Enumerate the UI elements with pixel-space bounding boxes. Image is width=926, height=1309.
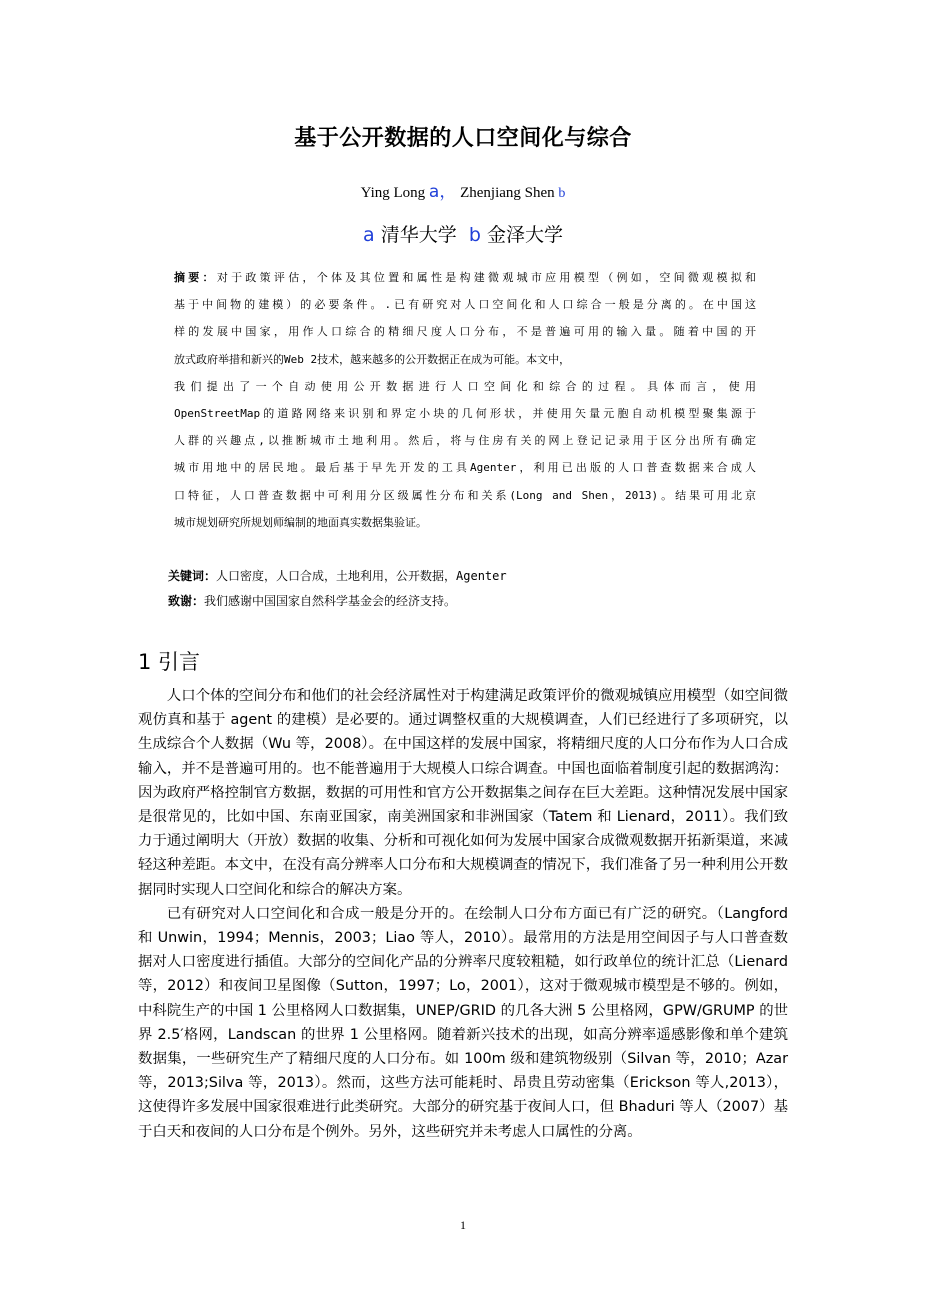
author-line: [0, 177, 926, 202]
acknowledgement-label: 致谢：: [168, 594, 205, 608]
abstract-line-3: 样的发展中国家，用作人口综合的精细尺度人口分布，不是普遍可用的输入量。随着中国的开: [174, 325, 756, 339]
acknowledgement-text: 我们感谢中国国家自然科学基金会的经济支持。: [204, 594, 457, 608]
abstract-line-5: 我们提出了一个自动使用公开数据进行人口空间化和综合的过程。具体而言，使用: [174, 379, 756, 393]
abstract-line-10: 城市规划研究所规划师编制的地面真实数据集验证。: [174, 515, 427, 529]
abstract-line-4: 放式政府举措和新兴的Web 2技术，越来越多的公开数据正在成为可能。本文中，: [174, 352, 571, 366]
affiliation-a-name: 清华大学: [380, 224, 457, 246]
section-body: [138, 684, 788, 1144]
abstract-line-7: 人群的兴趣点,以推断城市土地利用。然后，将与住房有关的网上登记记录用于区分出所有确定: [174, 434, 756, 448]
affiliation-a-mark: a: [363, 224, 375, 246]
author-1-affiliation-mark: a，: [428, 182, 457, 202]
page-number: 1: [460, 1218, 466, 1232]
section-heading: 1 引言: [138, 650, 201, 674]
paper-title: 基于公开数据的人口空间化与综合: [294, 126, 632, 151]
abstract-line-2: 基于中间物的建模）的必要条件。.已有研究对人口空间化和人口综合一般是分离的。在中国这: [174, 298, 756, 312]
author-2-affiliation-mark: b: [558, 186, 566, 201]
abstract-text: 对于政策评估，个体及其位置和属性是构建微观城市应用模型（例如，空间微观模拟和: [216, 271, 756, 284]
acknowledgement-line: [168, 592, 768, 609]
author-2-name: Zhenjiang Shen: [460, 185, 559, 201]
keywords-label: 关键词：: [168, 569, 217, 583]
abstract-line-9: 口特征，人口普查数据中可利用分区级属性分布和关系(Long and Shen，2013)。结果可用北京: [174, 488, 756, 502]
body-paragraph-1: 人口个体的空间分布和他们的社会经济属性对于构建满足政策评价的微观城镇应用模型（如空间微观仿真和基于 agent 的建模）是必要的。通过调整权重的大规模调查，人们已经进行了多项研究，以生成综合个人数据（Wu 等，2008）。在中国这样的发展中国家，将精细尺度的人口分布作为人口合成输入，并不是普遍可用的。也不能普遍用于大规模人口综合调查。中国也面临着制度引起的数据鸿沟：因为政府严格控制官方数据，数据的可用性和官方公开数据集之间存在巨大差距。这种情况发展中国家是很常见的，比如中国、东南亚国家，南美洲国家和非洲国家（Tatem 和 Lienard，2011）。我们致力于通过阐明大（开放）数据的收集、分析和可视化如何为发展中国家合成微观数据开拓新渠道，来减轻这种差距。本文中，在没有高分辨率人口分布和大规模调查的情况下，我们准备了另一种利用公开数据同时实现人口空间化和综合的解决方案。: [138, 688, 788, 898]
abstract-block: [174, 264, 756, 536]
keywords-line: [168, 567, 768, 584]
abstract-line-6: OpenStreetMap的道路网络来识别和界定小块的几何形状，并使用矢量元胞自动机模型聚集源于: [174, 406, 756, 420]
affiliation-b-mark: b: [468, 224, 481, 246]
keywords-text: 人口密度，人口合成，土地利用，公开数据，Agenter: [216, 569, 507, 583]
abstract-line-1: [174, 264, 756, 291]
abstract-line-8: 城市用地中的居民地。最后基于早先开发的工具Agenter，利用已出版的人口普查数据来合成人: [174, 461, 756, 475]
abstract-label: 摘要：: [174, 271, 217, 284]
body-paragraph-2: 已有研究对人口空间化和合成一般是分开的。在绘制人口分布方面已有广泛的研究。（Langford 和 Unwin，1994；Mennis，2003；Liao 等人，2010）。最常用的方法是用空间因子与人口普查数据对人口密度进行插值。大部分的空间化产品的分辨率尺度较粗糙，如行政单位的统计汇总（Lienard 等，2012）和夜间卫星图像（Sutton，1997；Lo，2001），这对于微观城市模型是不够的。例如，中科院生产的中国 1 公里格网人口数据集，UNEP/GRID 的几各大洲 5 公里格网，GPW/GRUMP 的世界 2.5′格网，Landscan 的世界 1 公里格网。随着新兴技术的出现，如高分辨率遥感影像和单个建筑数据集，一些研究生产了精细尺度的人口分布。如 100m 级和建筑物级别（Silvan 等，2010；Azar 等，2013;Silva 等，2013）。然而，这些方法可能耗时、昂贵且劳动密集（Erickson 等人,2013），这使得许多发展中国家很难进行此类研究。大部分的研究基于夜间人口，但 Bhaduri 等人（2007）基于白天和夜间的人口分布是个例外。另外，这些研究并未考虑人口属性的分离。: [138, 905, 788, 1140]
author-1-name: Ying Long: [360, 185, 429, 201]
affiliation-line: [0, 220, 926, 247]
affiliation-b-name: 金泽大学: [486, 224, 563, 246]
